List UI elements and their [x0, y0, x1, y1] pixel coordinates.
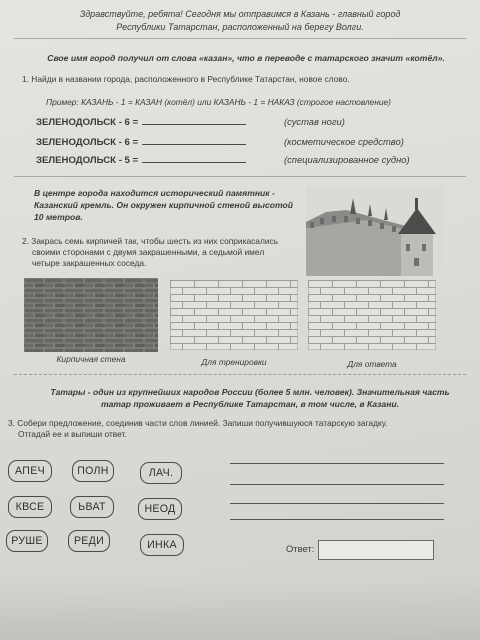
- question-hint: (специализированное судно): [284, 154, 410, 165]
- syllable-card[interactable]: ИНКА: [140, 534, 184, 556]
- answer-line[interactable]: [142, 135, 246, 145]
- section2-lead: [34, 187, 314, 223]
- writing-line[interactable]: [230, 484, 444, 485]
- section3-lead: [30, 386, 470, 410]
- caption-brick-wall: Кирпичная стена: [56, 354, 126, 364]
- writing-line[interactable]: [230, 463, 444, 464]
- question-label: ЗЕЛЕНОДОЛЬСК - 6 =: [36, 117, 139, 128]
- section1-lead: Свое имя город получил от слова «казан», что в переводе с татарского значит «котёл».: [47, 53, 445, 63]
- page-shadow: [0, 580, 480, 640]
- syllable-card[interactable]: КВСЕ: [8, 496, 52, 518]
- task1-example: Пример: КАЗАНЬ - 1 = КАЗАН (котёл) или КАЗАНЬ - 1 = НАКАЗ (строгое настовление): [46, 97, 391, 107]
- training-brick-grid[interactable]: [170, 280, 298, 350]
- caption-training: Для тренировки: [201, 357, 267, 367]
- answer-brick-grid[interactable]: [308, 280, 436, 350]
- syllable-card[interactable]: АПЕЧ: [8, 460, 52, 482]
- section3-lead-line-1: Татары - один из крупнейших народов России (более 5 млн. человек). Значительная часть: [50, 387, 450, 397]
- syllable-card[interactable]: ЛАЧ.: [140, 462, 182, 484]
- caption-answer: Для ответа: [347, 359, 397, 369]
- task3-line-2: Отгадай ее и выпиши ответ.: [18, 429, 127, 439]
- question-label: ЗЕЛЕНОДОЛЬСК - 6 =: [36, 137, 139, 148]
- syllable-card[interactable]: НЕОД: [138, 498, 182, 520]
- writing-line[interactable]: [230, 519, 444, 520]
- divider: [14, 38, 466, 39]
- task2-line-2: своими сторонами с двумя закрашенными, а седьмой имел: [32, 247, 265, 257]
- question-row-2: [36, 135, 404, 148]
- question-row-3: [36, 153, 410, 166]
- intro-text: [70, 8, 410, 34]
- divider: [14, 374, 466, 375]
- writing-line[interactable]: [230, 503, 444, 504]
- brick-wall-photo: [24, 278, 158, 352]
- divider: [14, 176, 466, 177]
- kazan-kremlin-photo: [306, 186, 444, 276]
- syllable-card[interactable]: ПОЛН: [72, 460, 114, 482]
- task2-line-3: четыре закрашенных соседа.: [32, 258, 147, 268]
- section2-lead-line-2: Казанский кремль. Он окружен кирпичной стеной высотой: [34, 200, 294, 210]
- intro-line-1: Здравствуйте, ребята! Сегодня мы отправимся в Казань - главный город: [79, 9, 401, 19]
- question-row-1: [36, 115, 345, 128]
- question-label: ЗЕЛЕНОДОЛЬСК - 5 =: [36, 155, 139, 166]
- answer-line[interactable]: [142, 153, 246, 163]
- syllable-card[interactable]: РЕДИ: [68, 530, 110, 552]
- intro-line-2: Республики Татарстан, расположенный на берегу Волги.: [116, 22, 364, 32]
- task2-text: [22, 236, 322, 269]
- question-hint: (сустав ноги): [284, 116, 345, 127]
- question-hint: (косметическое средство): [284, 136, 404, 147]
- task1-text: 1. Найди в названии города, расположенного в Республике Татарстан, новое слово.: [22, 74, 350, 84]
- task3-text: [8, 418, 474, 440]
- task2-line-1: 2. Закрась семь кирпичей так, чтобы шесть из них соприкасались: [22, 236, 279, 246]
- section3-lead-line-2: татар проживает в Республике Татарстан, в том числе, в Казани.: [100, 399, 400, 409]
- task3-line-1: 3. Собери предложение, соединив части слов линией. Запиши получившуюся татарскую загадку.: [8, 418, 388, 428]
- syllable-card[interactable]: ЬВАТ: [70, 496, 114, 518]
- answer-line[interactable]: [142, 115, 246, 125]
- answer-box[interactable]: [318, 540, 434, 560]
- syllable-card[interactable]: РУШЕ: [6, 530, 48, 552]
- section2-lead-line-1: В центре города находится исторический памятник -: [34, 188, 275, 198]
- answer-label: Ответ:: [286, 543, 315, 554]
- section2-lead-line-3: 10 метров.: [34, 212, 83, 222]
